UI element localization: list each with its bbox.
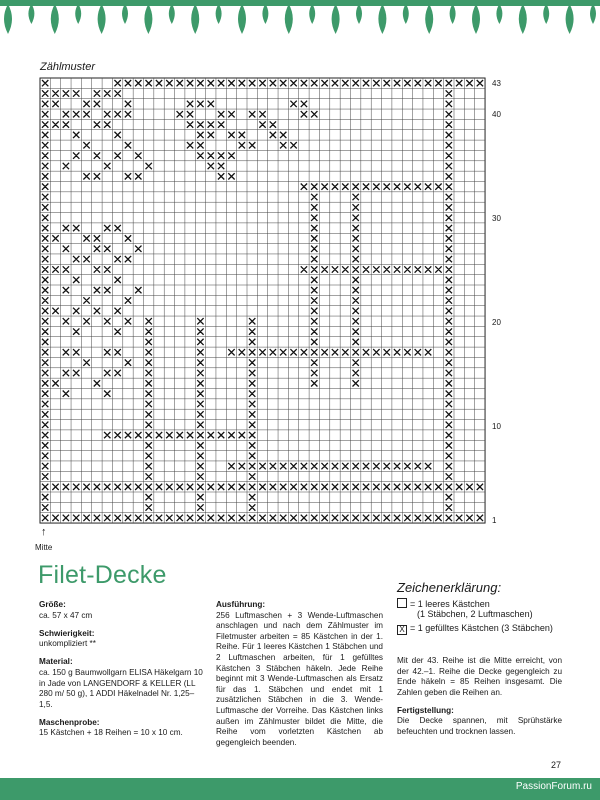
row-number-43: 43 — [492, 79, 501, 88]
center-arrow-icon: ↑ — [41, 526, 47, 538]
row-number-10: 10 — [492, 422, 501, 431]
row-number-1: 1 — [492, 516, 497, 525]
difficulty-label: Schwierigkeit: — [39, 628, 95, 638]
row-number-40: 40 — [492, 110, 501, 119]
row-number-20: 20 — [492, 318, 501, 327]
filled-square-icon: X — [397, 625, 407, 635]
size-value: ca. 57 x 47 cm — [39, 610, 93, 620]
empty-square-icon — [397, 598, 407, 608]
row-number-30: 30 — [492, 214, 501, 223]
gauge-value: 15 Kästchen + 18 Reihen = 10 x 10 cm. — [39, 728, 183, 738]
notes-column — [397, 656, 562, 745]
watermark: PassionForum.ru — [515, 781, 592, 792]
article-title: Filet-Decke — [38, 561, 167, 589]
instructions-label: Ausführung: — [216, 600, 266, 609]
legend-title: Zeichenerklärung: — [397, 580, 502, 595]
size-label: Größe: — [39, 600, 66, 609]
instructions-column — [216, 600, 383, 756]
finishing-label: Fertigstellung: — [397, 705, 454, 715]
gauge-label: Maschenprobe: — [39, 717, 100, 727]
material-value: ca. 150 g Baumwollgarn ELISA Häkelgarn 10 in Jade von LANGENDORF & KELLER (LL 280 m/ 50 g), 1 ADDI Häkelnadel Nr. 1,25–1,5. — [39, 667, 203, 709]
chart-title: Zählmuster — [40, 61, 96, 73]
legend-filled-row — [397, 623, 553, 635]
finishing-value: Die Decke spannen, mit Sprühstärke befeuchten und trocknen lassen. — [397, 716, 562, 737]
difficulty-value: unkompliziert ** — [39, 639, 96, 649]
legend-filled-text: = 1 gefülltes Kästchen (3 Stäbchen) — [410, 623, 553, 633]
info-column — [39, 600, 204, 747]
note-text: Mit der 43. Reihe ist die Mitte erreicht, von der 42.–1. Reihe die Decke gegengleich zu Ende häkeln = 85 Reihen insgesamt. Die Zahlen geben die Reihen an. — [397, 656, 562, 697]
center-label: Mitte — [35, 543, 53, 552]
legend-empty-detail: (1 Stäbchen, 2 Luftmaschen) — [417, 609, 533, 619]
instructions-text: 256 Luftmaschen + 3 Wende-Luftmaschen anschlagen und nach dem Zählmuster im Filetmuster arbeiten = 85 Kästchen in der 1. Reihe. Für 1 leeres Kästchen 1 Stäbchen und 2 Luftmaschen arbeiten, für 1 gefülltes Kästchen 3 Stäbchen häkeln. Jede Reihe beginnt mit 3 Wende-Luftmaschen als Ersatz für das 1. Stäbchen und endet mit 1 zusätzlichen Stäbchen in die 3. Wende-Luftmasche der Vorreihe. Das Kästchen links außen im Zählmuster bildet die Mitte, die Reihe vom vorletzten Kästchen ab gegengleich beenden. — [216, 610, 383, 747]
legend-empty-text: = 1 leeres Kästchen — [410, 599, 490, 609]
material-label: Material: — [39, 657, 73, 667]
footer-bar — [0, 778, 600, 800]
page-number: 27 — [551, 760, 562, 770]
chart-frame — [40, 78, 485, 523]
